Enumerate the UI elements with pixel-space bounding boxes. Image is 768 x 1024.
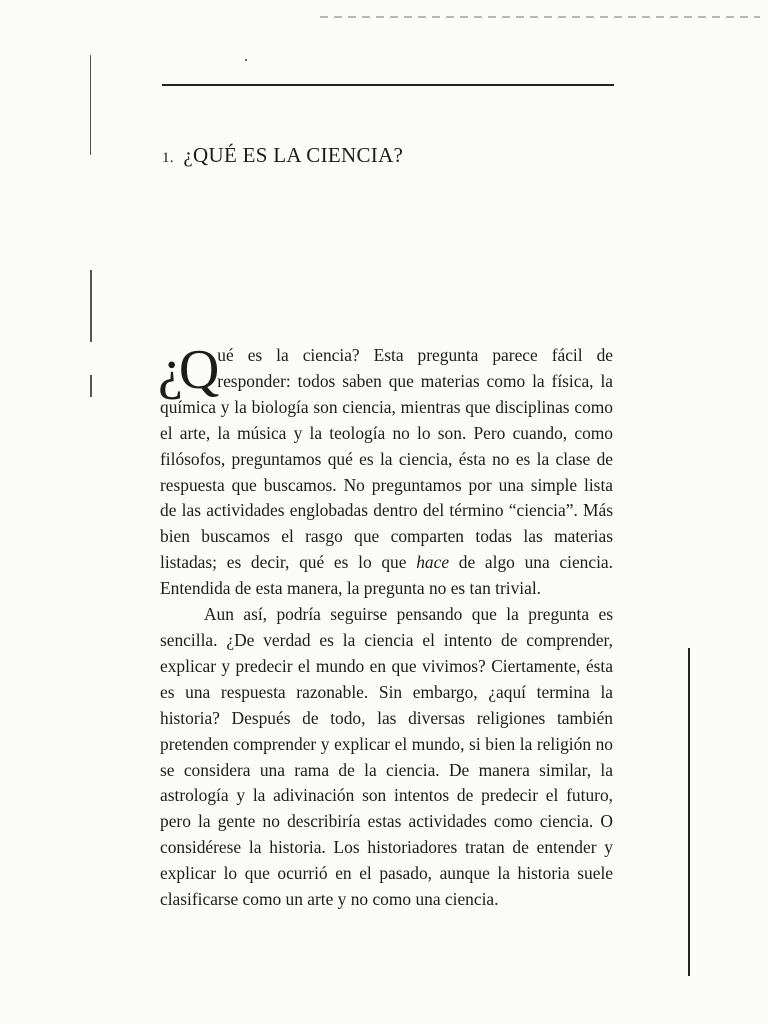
scan-artifact-top: [320, 16, 760, 18]
paragraph-1-text-a: ué es la ciencia? Esta pregunta parece fácil de responder: todos saben que materias como la física, la química y la biología son ciencia, mientras que disciplinas como el arte, la música y la teología no lo son. Pero cuando, como filósofos, preguntamos qué es la ciencia, ésta no es la clase de respuesta que buscamos. No preguntamos por una simple lista de las actividades englobadas dentro del término “ciencia”. Más bien buscamos el rasgo que comparten todas las materias listadas; es decir, qué es lo que: [160, 345, 613, 573]
scan-artifact-left-3: [90, 375, 92, 397]
paragraph-1-text-b: de algo una ciencia. Entendida de esta manera, la pregunta no es tan trivial.: [160, 552, 613, 599]
chapter-title: ¿QUÉ ES LA CIENCIA?: [183, 143, 404, 167]
drop-cap: ¿Q: [158, 339, 216, 401]
scan-artifact-right: [688, 648, 690, 976]
chapter-heading: [162, 143, 403, 168]
chapter-rule: [162, 84, 614, 86]
paragraph-2: Aun así, podría seguirse pensando que la pregunta es sencilla. ¿De verdad es la ciencia el intento de comprender, explicar y predecir el mundo en que vivimos? Ciertamente, ésta es una respuesta razonable. Sin embargo, ¿aquí termina la historia? Después de todo, las diversas religiones también pretenden comprender y explicar el mundo, si bien la religión no se considera una rama de la ciencia. De manera similar, la astrología y la adivinación son intentos de predecir el futuro, pero la gente no describiría estas actividades como ciencia. O considérese la historia. Los historiadores tratan de entender y explicar lo que ocurrió en el pasado, aunque la historia suele clasificarse como un arte y no como una ciencia.: [160, 604, 613, 910]
chapter-number: 1.: [162, 150, 174, 166]
print-speck: [245, 59, 247, 61]
paragraph-1-emphasis: hace: [416, 552, 450, 573]
scan-artifact-left-2: [90, 270, 92, 342]
paragraph-1: [158, 339, 613, 602]
body-text: [158, 339, 613, 913]
scan-artifact-left-1: [90, 55, 91, 155]
